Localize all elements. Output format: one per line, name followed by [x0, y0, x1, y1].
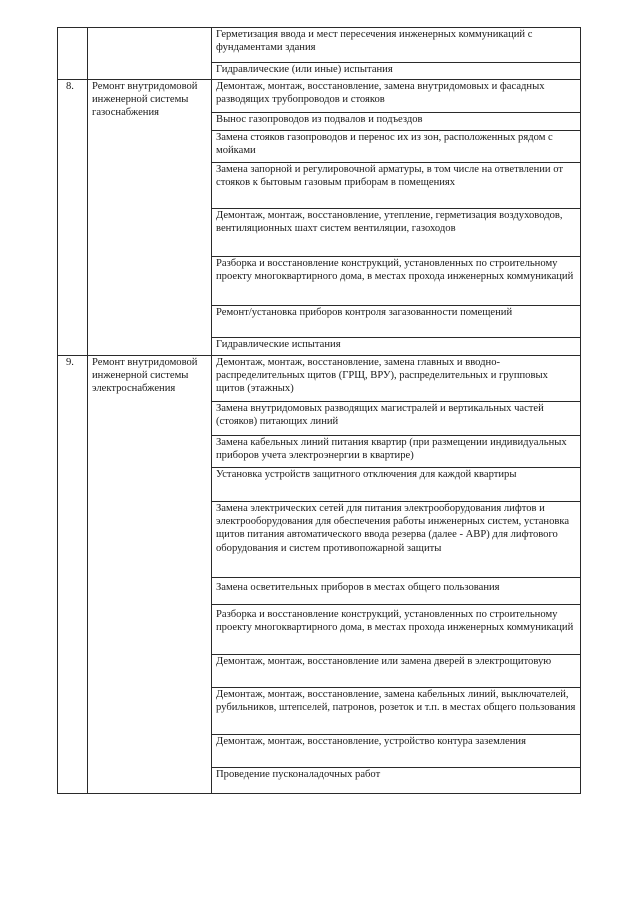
work-item: Гидравлические (или иные) испытания [212, 63, 581, 80]
work-item: Ремонт/установка приборов контроля загазованности помещений [212, 306, 581, 338]
work-item: Разборка и восстановление конструкций, установленных по строительному проекту многоквартирного дома, в местах прохода инженерных коммуникаций [212, 605, 581, 655]
work-item: Демонтаж, монтаж, восстановление, замена главных и вводно-распределительных щитов (ГРЩ, ВРУ), распределительных и групповых щитов (этажных) [212, 356, 581, 402]
section-number: 9. [58, 356, 88, 794]
system-cell-empty [88, 28, 212, 80]
work-item: Демонтаж, монтаж, восстановление или замена дверей в электрощитовую [212, 655, 581, 688]
work-item: Установка устройств защитного отключения для каждой квартиры [212, 468, 581, 502]
work-item: Замена кабельных линий питания квартир (при размещении индивидуальных приборов учета электроэнергии в квартире) [212, 436, 581, 468]
works-table [57, 27, 581, 794]
work-item: Проведение пусконаладочных работ [212, 768, 581, 794]
table-row [58, 80, 581, 113]
num-cell-empty [58, 28, 88, 80]
work-item: Замена электрических сетей для питания электрооборудования лифтов и электрооборудования для обеспечения работы инженерных систем, установка щитов питания автоматического ввода резерва (далее - АВР) для лифтового оборудования и систем противопожарной защиты [212, 502, 581, 578]
work-item: Вынос газопроводов из подвалов и подъездов [212, 113, 581, 131]
work-item: Гидравлические испытания [212, 338, 581, 356]
work-item: Замена осветительных приборов в местах общего пользования [212, 578, 581, 605]
work-item: Демонтаж, монтаж, восстановление, замена внутридомовых и фасадных разводящих трубопроводов и стояков [212, 80, 581, 113]
work-item: Демонтаж, монтаж, восстановление, замена кабельных линий, выключателей, рубильников, штепселей, патронов, розеток и т.п. в местах общего пользования [212, 688, 581, 735]
section-number: 8. [58, 80, 88, 356]
table-row [58, 28, 581, 63]
work-item: Замена запорной и регулировочной арматуры, в том числе на ответвлении от стояков к бытовым газовым приборам в помещениях [212, 163, 581, 209]
system-name: Ремонт внутридомовой инженерной системы электроснабжения [88, 356, 212, 794]
work-item: Разборка и восстановление конструкций, установленных по строительному проекту многоквартирного дома, в местах прохода инженерных коммуникаций [212, 257, 581, 306]
work-item: Замена стояков газопроводов и перенос их из зон, расположенных рядом с мойками [212, 131, 581, 163]
table-row [58, 356, 581, 402]
work-item: Замена внутридомовых разводящих магистралей и вертикальных частей (стояков) питающих линий [212, 402, 581, 436]
work-item: Демонтаж, монтаж, восстановление, устройство контура заземления [212, 735, 581, 768]
system-name: Ремонт внутридомовой инженерной системы газоснабжения [88, 80, 212, 356]
work-item: Герметизация ввода и мест пересечения инженерных коммуникаций с фундаментами здания [212, 28, 581, 63]
work-item: Демонтаж, монтаж, восстановление, утепление, герметизация воздуховодов, вентиляционных шахт систем вентиляции, газоходов [212, 209, 581, 257]
